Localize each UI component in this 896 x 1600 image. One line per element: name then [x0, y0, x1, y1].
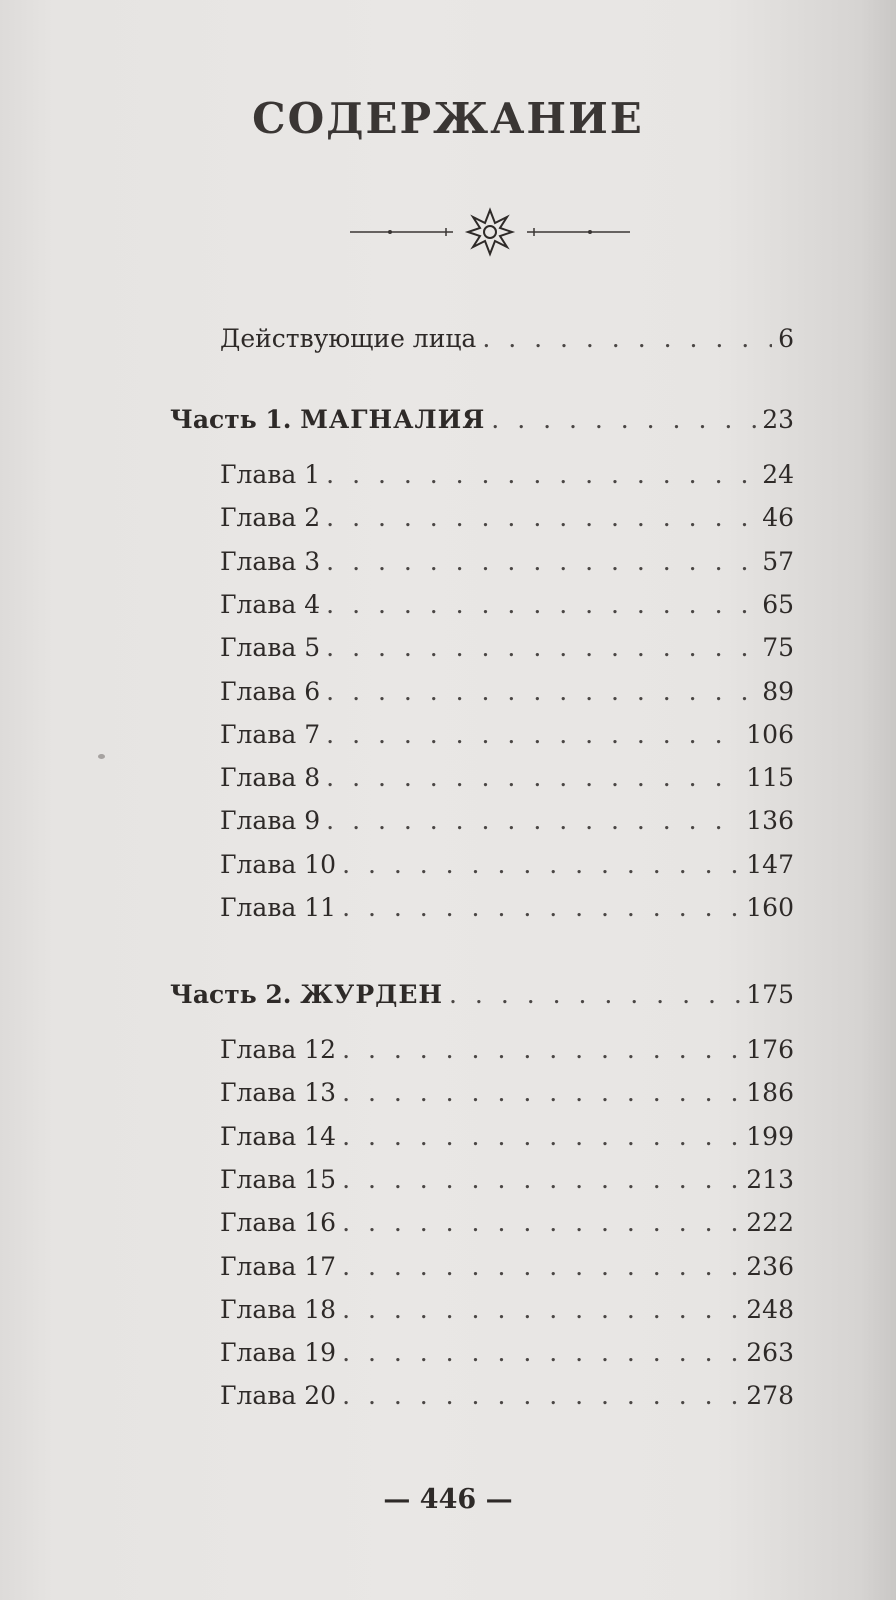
toc-chapter-page: 199 [746, 1121, 794, 1151]
toc-chapter-entry[interactable] [220, 1251, 794, 1283]
toc-chapter-entry[interactable] [220, 762, 794, 794]
toc-chapter-entry[interactable] [220, 892, 794, 924]
toc-chapter-label: Глава 19 [220, 1338, 337, 1368]
toc-part-name: МАГНАЛИЯ [300, 405, 486, 434]
dot-leader [326, 546, 756, 578]
dot-leader [326, 632, 756, 664]
toc-chapter-label: Глава 2 [220, 503, 321, 533]
toc-entry-characters[interactable] [220, 323, 794, 355]
toc-part-prefix: Часть 2. [170, 980, 292, 1009]
toc-part-2[interactable] [170, 979, 794, 1011]
toc-chapter-page: 248 [746, 1294, 794, 1324]
toc-chapter-entry[interactable] [220, 459, 794, 491]
toc-chapter-page: 263 [746, 1338, 794, 1368]
toc-chapter-label: Глава 1 [220, 460, 321, 489]
toc-chapter-entry[interactable] [220, 1294, 794, 1326]
toc-chapter-page: 147 [746, 849, 794, 879]
dot-leader [342, 849, 740, 881]
dot-leader [326, 589, 756, 621]
dot-leader [326, 762, 740, 794]
dot-leader [342, 892, 740, 924]
toc-chapter-label: Глава 13 [220, 1078, 337, 1108]
toc-chapter-entry[interactable] [220, 849, 794, 881]
dot-leader [342, 1034, 740, 1066]
toc-part-prefix: Часть 1. [170, 405, 292, 434]
toc-entry-label: Действующие лица [220, 324, 477, 353]
toc-chapter-label: Глава 7 [220, 719, 321, 749]
toc-chapter-page: 213 [746, 1164, 794, 1194]
dot-leader [342, 1164, 740, 1196]
toc-chapter-entry[interactable] [220, 632, 794, 664]
dot-leader [342, 1251, 740, 1283]
paper-speck [98, 754, 105, 759]
toc-part-label [170, 404, 485, 436]
toc-chapter-page: 106 [746, 719, 794, 749]
toc-part-page: 23 [762, 405, 794, 434]
dot-leader [342, 1337, 740, 1369]
toc-chapter-page: 236 [746, 1251, 794, 1281]
toc-chapter-label: Глава 20 [220, 1381, 337, 1411]
toc-chapter-page: 278 [746, 1381, 794, 1411]
dot-leader [326, 502, 756, 534]
toc-chapter-page: 75 [762, 633, 794, 663]
dot-leader [342, 1380, 740, 1412]
toc-chapter-label: Глава 18 [220, 1294, 337, 1324]
toc-entry-page: 6 [778, 324, 794, 353]
toc-chapter-entry[interactable] [220, 719, 794, 751]
toc-chapter-entry[interactable] [220, 1207, 794, 1239]
dot-leader [326, 459, 756, 491]
toc-chapter-label: Глава 5 [220, 633, 321, 663]
toc-chapter-entry[interactable] [220, 1380, 794, 1412]
toc-chapter-page: 57 [762, 546, 794, 576]
toc-chapter-page: 222 [746, 1208, 794, 1238]
dot-leader [449, 979, 740, 1011]
toc-part-1[interactable] [170, 404, 794, 436]
toc-chapter-label: Глава 12 [220, 1035, 337, 1064]
toc-part-name: ЖУРДЕН [300, 980, 444, 1009]
toc-chapter-label: Глава 14 [220, 1121, 337, 1151]
toc-chapter-page: 136 [746, 806, 794, 836]
toc-chapter-entry[interactable] [220, 1034, 794, 1066]
star-ornament-icon [350, 207, 630, 257]
toc-chapter-entry[interactable] [220, 502, 794, 534]
toc-chapter-entry[interactable] [220, 1077, 794, 1109]
dot-leader [491, 404, 756, 436]
dot-leader [342, 1121, 740, 1153]
dot-leader [326, 805, 740, 837]
toc-chapter-entry[interactable] [220, 676, 794, 708]
toc-chapter-page: 46 [762, 503, 794, 533]
toc-chapter-entry[interactable] [220, 1164, 794, 1196]
toc-chapter-page: 160 [746, 893, 794, 922]
toc-chapter-label: Глава 11 [220, 893, 337, 922]
toc-chapter-page: 186 [746, 1078, 794, 1108]
toc-chapter-label: Глава 17 [220, 1251, 337, 1281]
dot-leader [342, 1294, 740, 1326]
toc-part-label [170, 979, 443, 1011]
toc-chapter-label: Глава 4 [220, 589, 321, 619]
toc-chapter-label: Глава 6 [220, 676, 321, 706]
toc-chapter-page: 89 [762, 676, 794, 706]
toc-chapter-entry[interactable] [220, 589, 794, 621]
toc-chapter-label: Глава 10 [220, 849, 337, 879]
toc-chapter-entry[interactable] [220, 805, 794, 837]
toc-chapter-page: 115 [746, 763, 794, 793]
toc-chapter-label: Глава 8 [220, 763, 321, 793]
dot-leader [482, 323, 772, 355]
toc-chapter-entry[interactable] [220, 1121, 794, 1153]
toc-chapter-label: Глава 15 [220, 1164, 337, 1194]
toc-chapter-label: Глава 3 [220, 546, 321, 576]
toc-chapter-entry[interactable] [220, 546, 794, 578]
dot-leader [342, 1207, 740, 1239]
toc-chapter-page: 24 [762, 460, 794, 489]
toc-chapter-label: Глава 9 [220, 806, 321, 836]
dot-leader [326, 676, 756, 708]
page-title: СОДЕРЖАНИЕ [252, 94, 644, 143]
page-number: — 446 — [383, 1484, 513, 1515]
dot-leader [342, 1077, 740, 1109]
toc-part-page: 175 [746, 980, 794, 1009]
dot-leader [326, 719, 740, 751]
toc-chapter-label: Глава 16 [220, 1208, 337, 1238]
toc-chapter-page: 65 [762, 589, 794, 619]
toc-chapter-page: 176 [746, 1035, 794, 1064]
toc-chapter-entry[interactable] [220, 1337, 794, 1369]
